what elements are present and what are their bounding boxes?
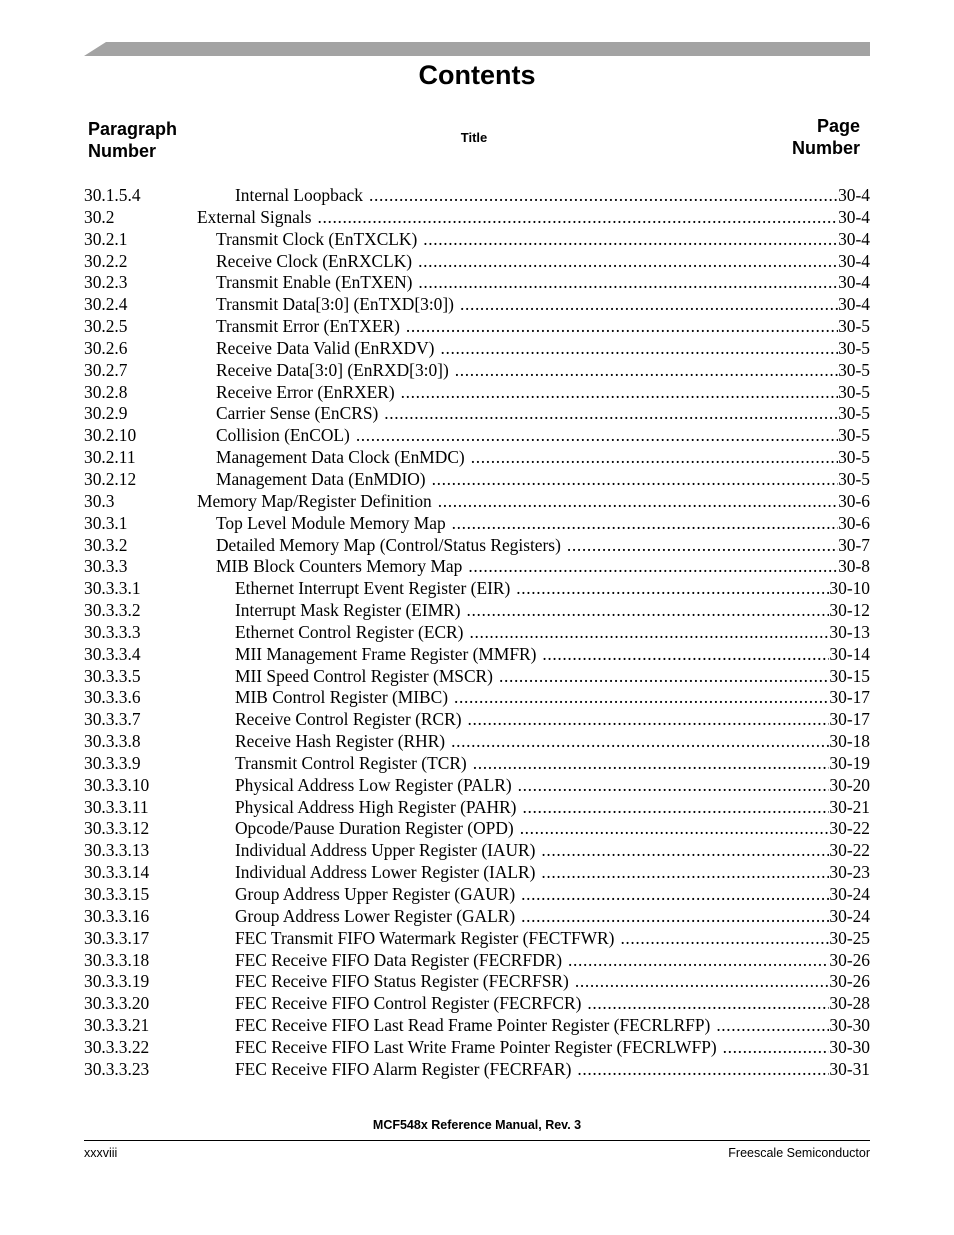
- toc-entry-number: 30.3.3.1: [84, 578, 141, 599]
- toc-entry-title[interactable]: FEC Receive FIFO Control Register (FECRFCR): [235, 993, 582, 1014]
- toc-entry-number: 30.2.2: [84, 250, 128, 271]
- toc-entry[interactable]: [84, 556, 870, 578]
- toc-entry[interactable]: [84, 185, 870, 207]
- toc-entry-title[interactable]: FEC Receive FIFO Last Write Frame Pointer Register (FECRLWFP): [235, 1036, 717, 1057]
- toc-entry-line: [235, 950, 870, 972]
- toc-entry-number: 30.3.3.7: [84, 709, 141, 730]
- toc-entry-page[interactable]: 30-4: [838, 185, 870, 205]
- toc-entry[interactable]: [84, 775, 870, 797]
- toc-entry[interactable]: [84, 709, 870, 731]
- toc-entry-line: [216, 447, 870, 469]
- toc-entry-page[interactable]: 30-12: [829, 600, 870, 621]
- toc-entry-title[interactable]: Transmit Data[3:0] (EnTXD[3:0]): [216, 294, 454, 315]
- toc-entry[interactable]: [84, 207, 870, 229]
- toc-entry-page[interactable]: 30-6: [838, 490, 870, 511]
- dot-leader: [412, 251, 838, 273]
- toc-entry[interactable]: [84, 382, 870, 404]
- toc-entry-number: 30.2: [84, 206, 115, 227]
- toc-entry-number: 30.3.3.8: [84, 731, 141, 752]
- toc-entry-title[interactable]: Receive Control Register (RCR): [235, 709, 462, 730]
- toc-entry-line: [235, 840, 870, 862]
- dot-leader: [350, 425, 838, 447]
- toc-entry-title[interactable]: Individual Address Lower Register (IALR): [235, 862, 536, 883]
- toc-entry-page[interactable]: 30-21: [829, 796, 870, 817]
- toc-entry-page[interactable]: 30-19: [829, 752, 870, 773]
- toc-entry-title[interactable]: Opcode/Pause Duration Register (OPD): [235, 818, 514, 839]
- toc-entry-line: [235, 971, 870, 993]
- toc-entry-page[interactable]: 30-6: [838, 512, 870, 533]
- toc-entry[interactable]: [84, 971, 870, 993]
- toc-entry-page[interactable]: 30-4: [838, 206, 870, 227]
- toc-entry-line: [216, 425, 870, 447]
- dot-leader: [510, 578, 829, 600]
- toc-entry-title[interactable]: Top Level Module Memory Map: [216, 512, 446, 533]
- toc-entry[interactable]: [84, 491, 870, 513]
- dot-leader: [400, 316, 838, 338]
- toc-entry-line: [216, 403, 870, 425]
- toc-entry-line: [216, 272, 870, 294]
- toc-entry[interactable]: [84, 666, 870, 688]
- toc-entry[interactable]: [84, 272, 870, 294]
- dot-leader: [363, 185, 838, 207]
- toc-entry-number: 30.3.3.6: [84, 687, 141, 708]
- toc-entry-line: [235, 753, 870, 775]
- toc-entry[interactable]: [84, 360, 870, 382]
- toc-entry-page[interactable]: 30-7: [838, 534, 870, 555]
- toc-entry-title[interactable]: FEC Receive FIFO Alarm Register (FECRFAR): [235, 1058, 572, 1079]
- dot-leader: [463, 622, 829, 644]
- toc-entry[interactable]: [84, 731, 870, 753]
- toc-entry-line: [235, 797, 870, 819]
- toc-entry[interactable]: [84, 928, 870, 950]
- dot-leader: [717, 1037, 830, 1059]
- toc-entry-page[interactable]: 30-8: [838, 556, 870, 577]
- toc-entry-number: 30.2.9: [84, 403, 128, 424]
- dot-leader: [516, 797, 829, 819]
- toc-entry-title[interactable]: Carrier Sense (EnCRS): [216, 403, 379, 424]
- toc-entry-line: [216, 382, 870, 404]
- toc-entry-line: [235, 644, 870, 666]
- toc-entry-line: [235, 600, 870, 622]
- toc-entry-number: 30.3.3.14: [84, 862, 150, 883]
- toc-entry-page[interactable]: 30-31: [829, 1058, 870, 1079]
- toc-entry-number: 30.3: [84, 490, 115, 511]
- toc-entry-title[interactable]: Ethernet Control Register (ECR): [235, 621, 464, 642]
- dot-leader: [562, 950, 829, 972]
- toc-entry-line: [235, 578, 870, 600]
- footer-company: Freescale Semiconductor: [728, 1146, 870, 1160]
- dot-leader: [561, 535, 838, 557]
- toc-entry-line: [216, 294, 870, 316]
- toc-entry-page[interactable]: 30-17: [829, 709, 870, 730]
- toc-entry-title[interactable]: Receive Clock (EnRXCLK): [216, 250, 413, 271]
- toc-entry-line: [235, 928, 870, 950]
- toc-entry-title[interactable]: Internal Loopback: [235, 185, 363, 205]
- toc-entry[interactable]: [84, 797, 870, 819]
- dot-leader: [512, 775, 830, 797]
- toc-entry-number: 30.3.1: [84, 512, 128, 533]
- toc-entry-line: [235, 185, 870, 207]
- toc-entry-title[interactable]: FEC Transmit FIFO Watermark Register (FECTFWR): [235, 927, 615, 948]
- toc-entry-title[interactable]: FEC Receive FIFO Last Read Frame Pointer Register (FECRLRFP): [235, 1015, 711, 1036]
- dot-leader: [462, 709, 830, 731]
- toc-entry-title[interactable]: Memory Map/Register Definition: [197, 490, 432, 511]
- toc-entry[interactable]: [84, 753, 870, 775]
- dot-leader: [535, 840, 829, 862]
- dot-leader: [571, 1059, 829, 1081]
- toc-entry-number: 30.3.3.22: [84, 1036, 150, 1057]
- toc-entry-number: 30.2.5: [84, 316, 128, 337]
- toc-entry-line: [216, 360, 870, 382]
- dot-leader: [448, 687, 829, 709]
- toc-entry-line: [235, 1059, 870, 1081]
- page-header-line1: Page: [816, 116, 860, 136]
- toc-entry-line: [235, 1015, 870, 1037]
- toc-entry-number: 30.3.3.16: [84, 905, 150, 926]
- toc-entry-number: 30.2.6: [84, 337, 128, 358]
- toc-entry-page[interactable]: 30-4: [838, 272, 870, 293]
- toc-entry-title[interactable]: MIB Control Register (MIBC): [235, 687, 449, 708]
- footer-page-number: xxxviii: [84, 1146, 118, 1160]
- toc-entry-page[interactable]: 30-5: [838, 381, 870, 402]
- footer-manual-title: MCF548x Reference Manual, Rev. 3: [372, 1118, 582, 1132]
- toc-entry-title[interactable]: Ethernet Interrupt Event Register (EIR): [235, 578, 511, 599]
- toc-entry-page[interactable]: 30-23: [829, 862, 870, 883]
- toc-entry-number: 30.3.3.4: [84, 643, 141, 664]
- toc-entry[interactable]: [84, 1059, 870, 1081]
- toc-entry-page[interactable]: 30-5: [838, 316, 870, 337]
- toc-entry-number: 30.3.3.21: [84, 1015, 150, 1036]
- toc-entry-title[interactable]: Transmit Error (EnTXER): [216, 316, 400, 337]
- toc-entry-number: 30.3.3.9: [84, 752, 141, 773]
- toc-entry-title[interactable]: FEC Receive FIFO Data Register (FECRFDR): [235, 949, 563, 970]
- toc-entry-title[interactable]: Receive Data[3:0] (EnRXD[3:0]): [216, 359, 449, 380]
- paragraph-header-line1: Paragraph: [88, 119, 178, 139]
- toc-entry-page[interactable]: 30-5: [838, 447, 870, 468]
- toc-entry-number: 30.3.3.12: [84, 818, 150, 839]
- toc-entry-page[interactable]: 30-24: [829, 905, 870, 926]
- toc-entry-line: [216, 316, 870, 338]
- toc-entry-page[interactable]: 30-13: [829, 621, 870, 642]
- toc-entry-line: [235, 775, 870, 797]
- toc-entry-number: 30.3.3.19: [84, 971, 150, 992]
- toc-entry-number: 30.3.3.20: [84, 993, 150, 1014]
- toc-entry-line: [216, 469, 870, 491]
- toc-entry[interactable]: [84, 447, 870, 469]
- toc-entry-title[interactable]: Receive Data Valid (EnRXDV): [216, 337, 435, 358]
- toc-entry-line: [235, 709, 870, 731]
- toc-entry-line: [235, 993, 870, 1015]
- toc-entry-number: 30.3.3.2: [84, 600, 141, 621]
- toc-entry-title[interactable]: MII Management Frame Register (MMFR): [235, 643, 537, 664]
- toc-entry-number: 30.3.3.23: [84, 1058, 150, 1079]
- toc-entry-title[interactable]: Physical Address Low Register (PALR): [235, 774, 512, 795]
- toc-entry[interactable]: [84, 425, 870, 447]
- toc-entry-title[interactable]: Group Address Upper Register (GAUR): [235, 884, 516, 904]
- paragraph-header-line2: Number: [88, 141, 157, 161]
- header-band: [84, 42, 870, 56]
- toc-entry-page[interactable]: 30-22: [829, 818, 870, 839]
- dot-leader: [569, 971, 830, 993]
- toc-entry-page[interactable]: 30-10: [829, 578, 870, 599]
- toc-entry[interactable]: [84, 513, 870, 535]
- title-header: Title: [460, 130, 488, 145]
- toc-entry[interactable]: [84, 600, 870, 622]
- toc-entry-title[interactable]: Collision (EnCOL): [216, 425, 350, 446]
- dot-leader: [426, 469, 839, 491]
- dot-leader: [446, 513, 838, 535]
- toc-entry-page[interactable]: 30-30: [829, 1036, 870, 1057]
- toc-entry-page[interactable]: 30-25: [829, 927, 870, 948]
- toc-entry-number: 30.2.4: [84, 294, 128, 315]
- dot-leader: [395, 382, 838, 404]
- toc-entry-line: [235, 731, 870, 753]
- toc-entry-page[interactable]: 30-28: [829, 993, 870, 1014]
- toc-entry[interactable]: [84, 687, 870, 709]
- toc-entry-line: [216, 556, 870, 578]
- toc-entry-title[interactable]: Receive Error (EnRXER): [216, 381, 395, 402]
- dot-leader: [710, 1015, 829, 1037]
- toc-entry[interactable]: [84, 818, 870, 840]
- toc-entry-page[interactable]: 30-26: [829, 949, 870, 970]
- toc-entry-number: 30.2.3: [84, 272, 128, 293]
- toc-entry-page[interactable]: 30-4: [838, 250, 870, 271]
- toc-entry-number: 30.3.3.13: [84, 840, 150, 861]
- toc-entry-page[interactable]: 30-5: [838, 359, 870, 380]
- toc-entry-title[interactable]: Transmit Clock (EnTXCLK): [216, 228, 418, 249]
- toc-entry[interactable]: [84, 578, 870, 600]
- toc-entry-number: 30.2.11: [84, 447, 136, 468]
- toc-entry[interactable]: [84, 862, 870, 884]
- toc-entry-number: 30.2.8: [84, 381, 128, 402]
- toc-entry-line: [216, 338, 870, 360]
- dot-leader: [462, 556, 838, 578]
- toc-entry[interactable]: [84, 229, 870, 251]
- dot-leader: [412, 272, 838, 294]
- toc-entry-page[interactable]: 30-18: [829, 731, 870, 752]
- toc-entry-line: [235, 666, 870, 688]
- toc-entry-line: [235, 862, 870, 884]
- toc-entry-number: 30.3.3.5: [84, 665, 141, 686]
- toc-entry-page[interactable]: 30-17: [829, 687, 870, 708]
- dot-leader: [536, 644, 829, 666]
- toc-entry-title[interactable]: Detailed Memory Map (Control/Status Registers): [216, 534, 561, 555]
- toc-entry-line: [216, 513, 870, 535]
- toc-entry-number: 30.3.3: [84, 556, 128, 577]
- dot-leader: [454, 294, 838, 316]
- dot-leader: [461, 600, 830, 622]
- toc-entry-line: [235, 622, 870, 644]
- toc-entry-number: 30.3.3.15: [84, 884, 150, 904]
- footer-divider: [84, 1140, 870, 1141]
- toc-entry-page[interactable]: 30-22: [829, 840, 870, 861]
- dot-leader: [434, 338, 838, 360]
- toc-entry-page[interactable]: 30-5: [838, 468, 870, 489]
- toc-entry-line: [216, 251, 870, 273]
- toc-entry[interactable]: [84, 644, 870, 666]
- toc-entry-page[interactable]: 30-30: [829, 1015, 870, 1036]
- toc-entry-line: [216, 229, 870, 251]
- dot-leader: [465, 447, 838, 469]
- toc-entry-title[interactable]: Group Address Lower Register (GALR): [235, 905, 516, 926]
- page-title: Contents: [418, 60, 536, 90]
- toc-entry-title[interactable]: MII Speed Control Register (MSCR): [235, 665, 493, 686]
- toc-entry-line: [197, 491, 870, 513]
- toc-entry-page[interactable]: 30-4: [838, 228, 870, 249]
- toc-entry-number: 30.2.7: [84, 359, 128, 380]
- page-number-header: [792, 115, 860, 159]
- toc-entry[interactable]: [84, 338, 870, 360]
- toc-entry-page[interactable]: 30-4: [838, 294, 870, 315]
- dot-leader: [378, 403, 838, 425]
- toc-entry[interactable]: [84, 1037, 870, 1059]
- toc-entry[interactable]: [84, 1015, 870, 1037]
- toc-entry-line: [235, 884, 870, 906]
- toc-entry[interactable]: [84, 535, 870, 557]
- toc-entry-page[interactable]: 30-5: [838, 337, 870, 358]
- toc-entry-title[interactable]: External Signals: [197, 206, 312, 227]
- toc-entry-title[interactable]: MIB Block Counters Memory Map: [216, 556, 463, 577]
- toc-entry-title[interactable]: Physical Address High Register (PAHR): [235, 796, 517, 817]
- toc-entry-page[interactable]: 30-5: [838, 403, 870, 424]
- toc-entry[interactable]: [84, 993, 870, 1015]
- dot-leader: [467, 753, 830, 775]
- toc-entry[interactable]: [84, 906, 870, 928]
- toc-entry-page[interactable]: 30-14: [829, 643, 870, 664]
- toc-entry-title[interactable]: Interrupt Mask Register (EIMR): [235, 600, 461, 621]
- page-header-line2: Number: [791, 138, 860, 158]
- toc-entry-page[interactable]: 30-15: [829, 665, 870, 686]
- toc-entry-line: [235, 906, 870, 928]
- toc-entry[interactable]: [84, 622, 870, 644]
- dot-leader: [535, 862, 829, 884]
- toc-entry-page[interactable]: 30-5: [838, 425, 870, 446]
- toc-entry-line: [235, 687, 870, 709]
- toc-entry-number: 30.2.1: [84, 228, 128, 249]
- toc-entry[interactable]: [84, 840, 870, 862]
- toc-list: [84, 185, 870, 1081]
- toc-entry[interactable]: [84, 403, 870, 425]
- toc-entry-title[interactable]: Transmit Enable (EnTXEN): [216, 272, 413, 293]
- dot-leader: [311, 207, 838, 229]
- toc-entry-title[interactable]: FEC Receive FIFO Status Register (FECRFSR): [235, 971, 569, 992]
- toc-entry[interactable]: [84, 251, 870, 273]
- toc-entry-title[interactable]: Individual Address Upper Register (IAUR): [235, 840, 536, 861]
- dot-leader: [515, 906, 829, 928]
- toc-entry-number: 30.3.3.11: [84, 796, 149, 817]
- toc-entry-page[interactable]: 30-26: [829, 971, 870, 992]
- toc-entry[interactable]: [84, 469, 870, 491]
- dot-leader: [432, 491, 838, 513]
- toc-entry-title[interactable]: Management Data (EnMDIO): [216, 468, 426, 489]
- toc-entry-title[interactable]: Transmit Control Register (TCR): [235, 752, 467, 773]
- toc-entry-page[interactable]: 30-20: [829, 774, 870, 795]
- dot-leader: [493, 666, 829, 688]
- dot-leader: [449, 360, 838, 382]
- dot-leader: [515, 884, 829, 906]
- toc-entry-title[interactable]: Receive Hash Register (RHR): [235, 731, 446, 752]
- toc-entry-number: 30.3.3.17: [84, 927, 150, 948]
- toc-entry-number: 30.3.3.18: [84, 949, 150, 970]
- dot-leader: [581, 993, 829, 1015]
- toc-entry-number: 30.3.2: [84, 534, 128, 555]
- dot-leader: [514, 818, 830, 840]
- toc-entry-page[interactable]: 30-24: [829, 884, 870, 904]
- toc-entry[interactable]: [84, 950, 870, 972]
- toc-entry-number: 30.1.5.4: [84, 185, 141, 205]
- toc-entry[interactable]: [84, 294, 870, 316]
- toc-entry-line: [197, 207, 870, 229]
- dot-leader: [445, 731, 829, 753]
- toc-entry-line: [235, 1037, 870, 1059]
- toc-entry[interactable]: [84, 884, 870, 906]
- toc-entry-number: 30.3.3.3: [84, 621, 141, 642]
- dot-leader: [417, 229, 838, 251]
- toc-entry-number: 30.3.3.10: [84, 774, 150, 795]
- toc-entry-number: 30.2.10: [84, 425, 137, 446]
- toc-entry[interactable]: [84, 316, 870, 338]
- toc-entry-line: [216, 535, 870, 557]
- toc-entry-line: [235, 818, 870, 840]
- toc-entry-number: 30.2.12: [84, 468, 137, 489]
- dot-leader: [614, 928, 829, 950]
- toc-entry-title[interactable]: Management Data Clock (EnMDC): [216, 447, 465, 468]
